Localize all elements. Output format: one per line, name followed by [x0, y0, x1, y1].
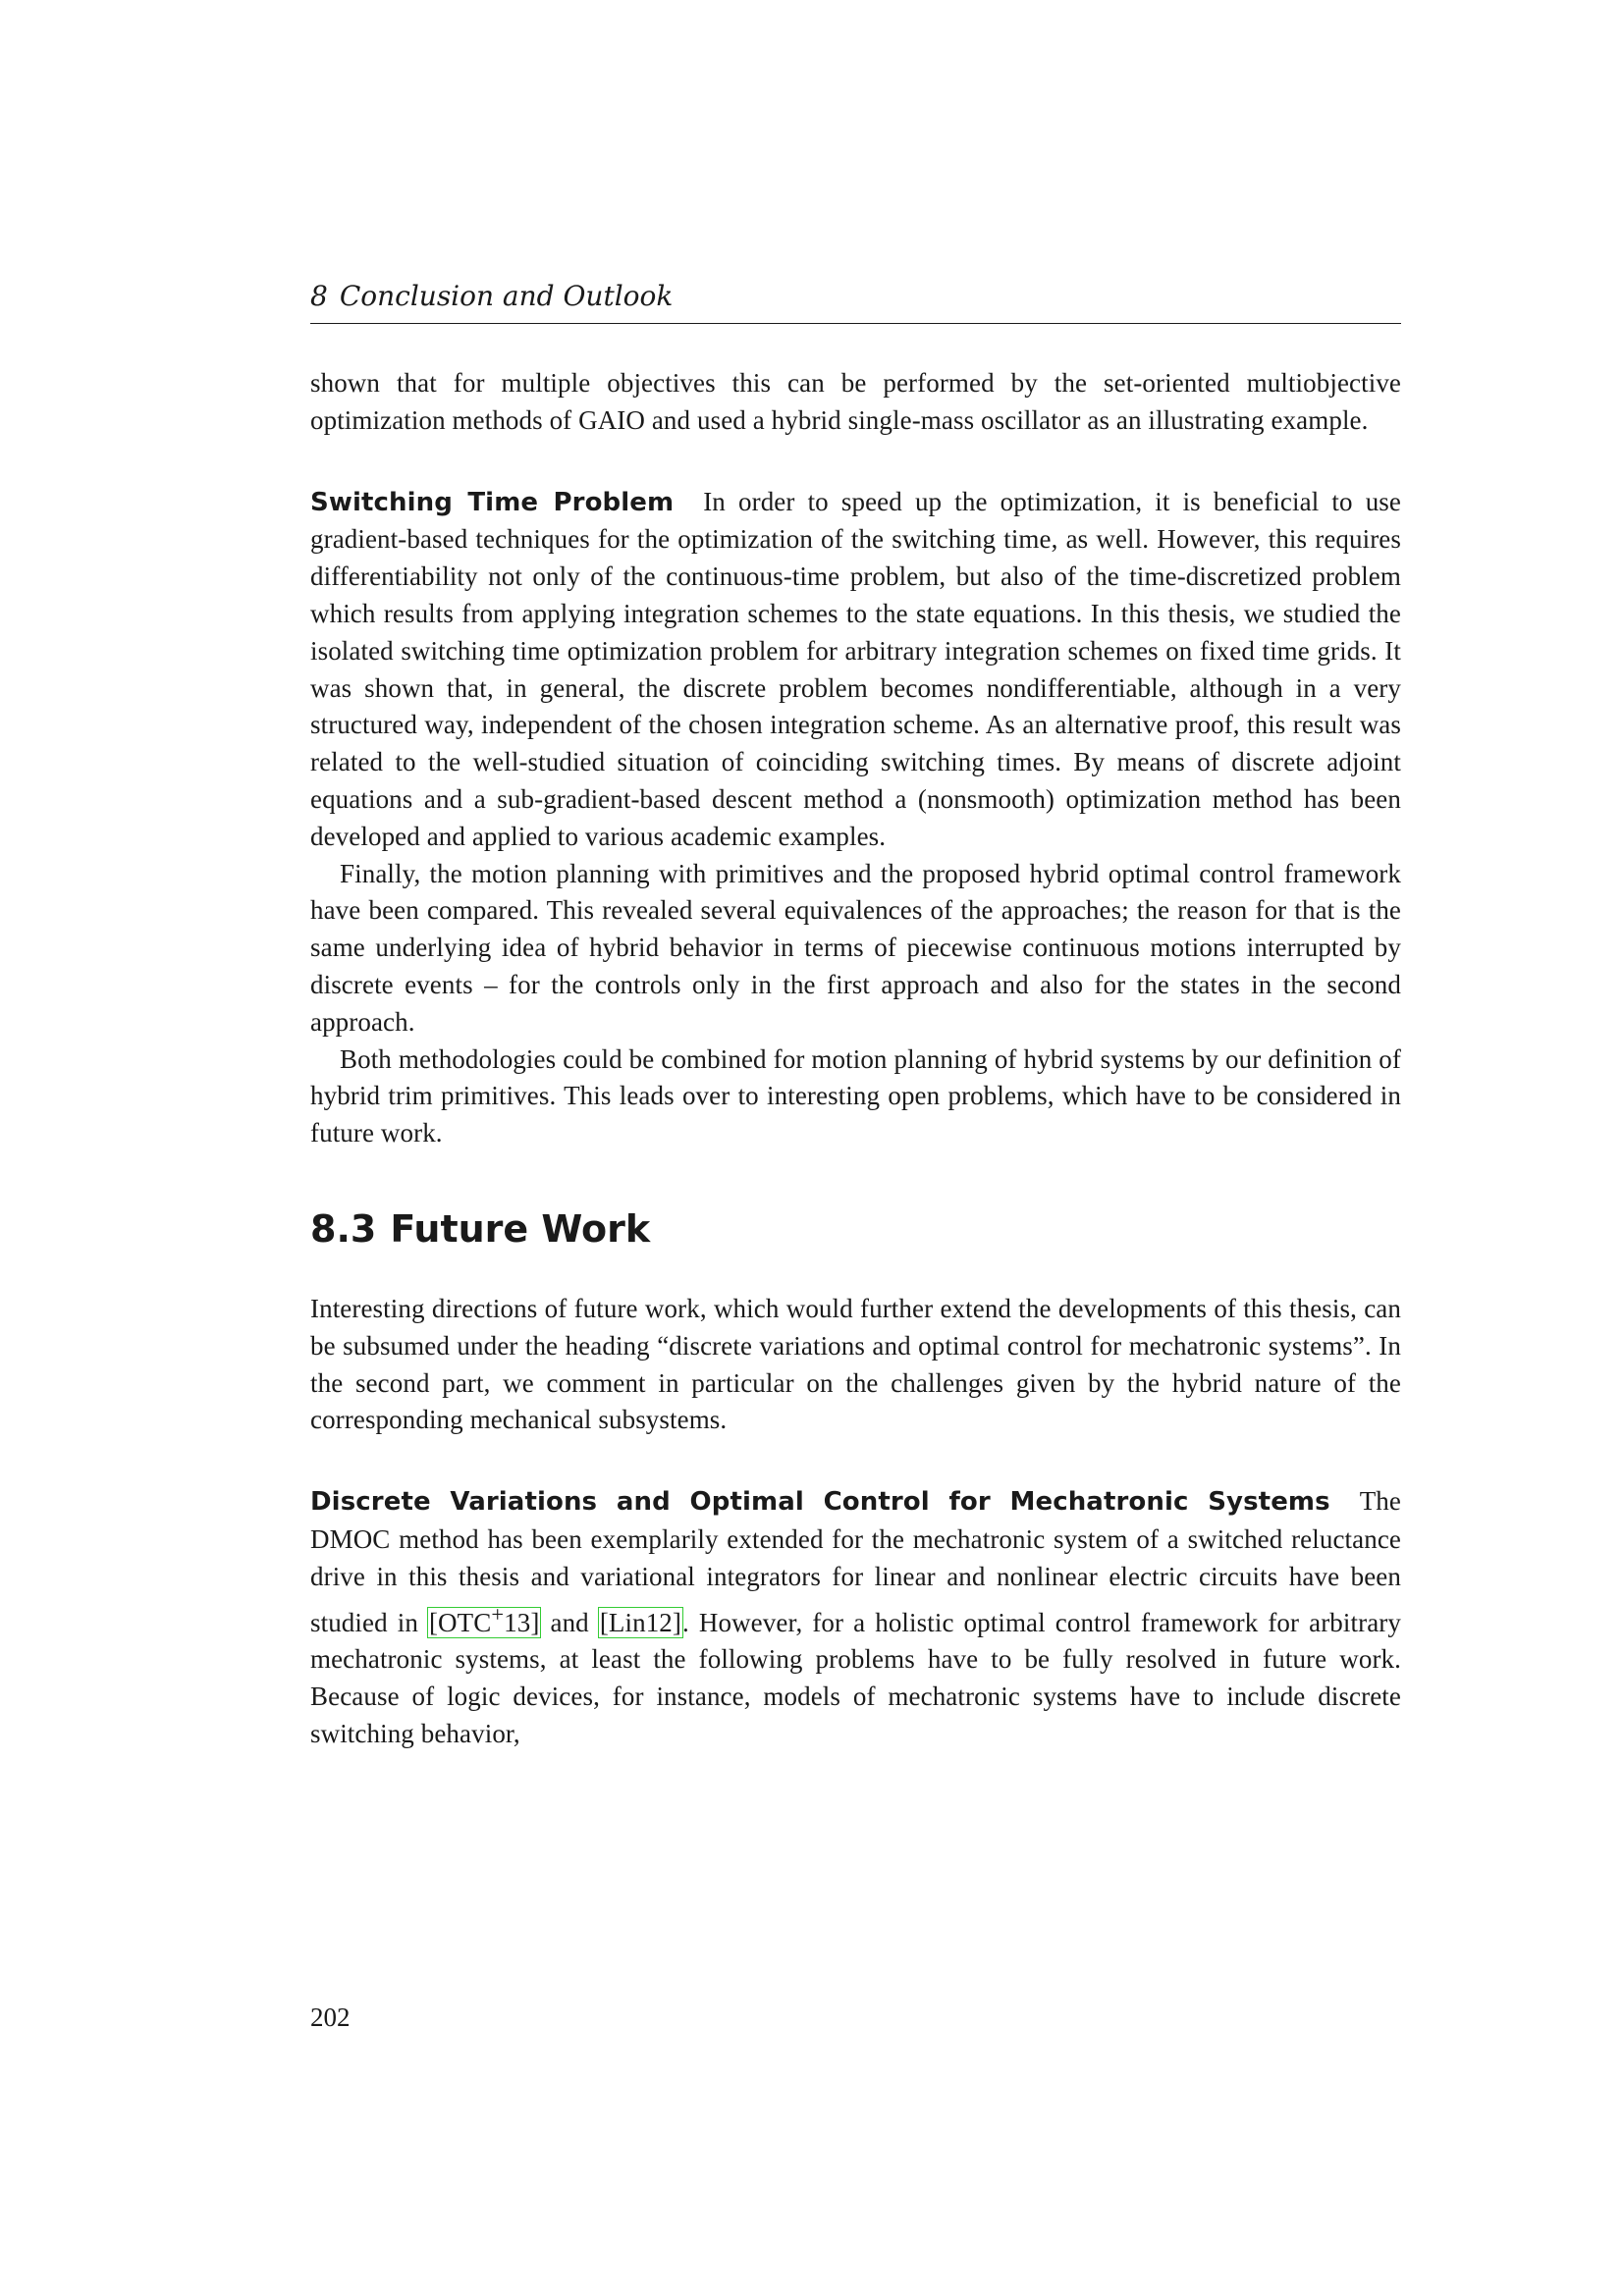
- citation-otc13[interactable]: [OTC+13]: [428, 1601, 540, 1637]
- paragraph-gaio: shown that for multiple objectives this can be performed by the set-oriented multiobjective optimization methods of GAIO and used a hybrid single-mass oscillator as an illustrating example.: [310, 368, 1401, 435]
- chapter-title: Conclusion and Outlook: [339, 280, 674, 312]
- chapter-number: 8: [310, 280, 328, 312]
- paragraph-switching-time: [310, 484, 1401, 856]
- section-number: 8.3: [310, 1206, 377, 1251]
- paragraph-comparison: Finally, the motion planning with primitives and the proposed hybrid optimal control framework have been compared. This revealed several equivalences of the approaches; the reason for that is the same underlying idea of hybrid behavior in terms of piecewise continuous motions interrupted by discrete events – for the controls only in the first approach and also for the states in the second approach.: [310, 858, 1401, 1037]
- paragraph-switching-time-text: In order to speed up the optimization, it is beneficial to use gradient-based techniques for the optimization of the switching time, as well. However, this requires differentiability not only of the continuous-time problem, but also of the time-discretized problem which results from applying integration schemes to the state equations. In this thesis, we studied the isolated switching time optimization problem for arbitrary integration schemes on fixed time grids. It was shown that, in general, the discrete problem becomes nondifferentiable, although in a very structured way, independent of the chosen integration scheme. As an alternative proof, this result was related to the well-studied situation of coinciding switching times. By means of discrete adjoint equations and a sub-gradient-based descent method a (nonsmooth) optimization method has been developed and applied to various academic examples.: [310, 486, 1401, 851]
- paragraph-mechatronic: [310, 1483, 1401, 1753]
- paragraph-methodologies: Both methodologies could be combined for motion planning of hybrid systems by our definition of hybrid trim primitives. This leads over to interesting open problems, which have to be considered in future work.: [310, 1043, 1401, 1148]
- paragraph-mechatronic-text-a: The DMOC method has been exemplarily extended for the mechatronic system of a switched reluctance drive in this thesis and variational integrators for linear and nonlinear electric circuits have been studied in: [310, 1486, 1401, 1637]
- section-heading: [310, 1206, 1401, 1252]
- citation-lin12[interactable]: [Lin12]: [599, 1607, 681, 1637]
- paragraph-mechatronic-and: and: [550, 1607, 589, 1637]
- citation-otc13-year: 13: [504, 1607, 531, 1637]
- citation-otc13-base: OTC: [438, 1607, 492, 1637]
- citation-otc13-sup: +: [491, 1601, 505, 1627]
- paragraph-future-intro: Interesting directions of future work, which would further extend the developments of this thesis, can be subsumed under the heading “discrete variations and optimal control for mechatronic systems”. In the second part, we comment in particular on the challenges given by the hybrid nature of the corresponding mechanical subsystems.: [310, 1293, 1401, 1435]
- page-number: 202: [310, 2002, 351, 2032]
- running-head: [310, 280, 1401, 324]
- paragraph-mechatronic-text-b: . However, for a holistic optimal control framework for arbitrary mechatronic systems, at least the following problems have to be fully resolved in future work. Because of logic devices, for instance, models of mechatronic systems have to include discrete switching behavior,: [310, 1607, 1401, 1748]
- section-title: Future Work: [390, 1206, 651, 1251]
- paragraph-heading-mechatronic: Discrete Variations and Optimal Control for Mechatronic Systems: [310, 1487, 1330, 1518]
- paragraph-heading-switching-time: Switching Time Problem: [310, 487, 675, 517]
- page-body: [310, 280, 1401, 1753]
- citation-lin12-label: Lin12: [608, 1607, 673, 1637]
